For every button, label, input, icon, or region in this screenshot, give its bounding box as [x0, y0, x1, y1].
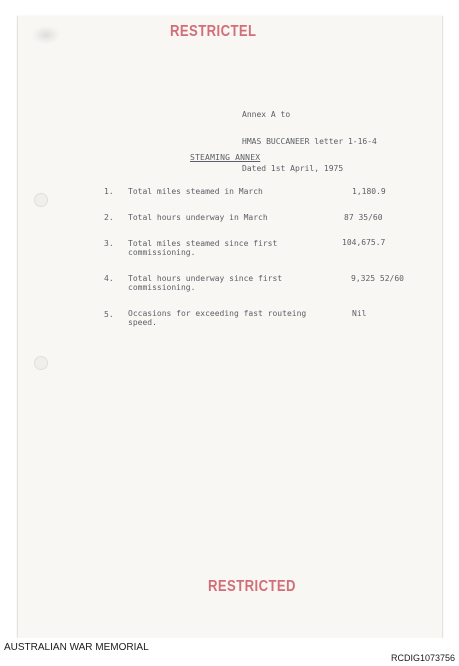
item-number: 5. [104, 310, 114, 319]
item-number: 2. [104, 213, 114, 222]
paper-smudge [32, 26, 60, 44]
annex-header [242, 92, 377, 191]
restricted-stamp-bottom: RESTRICTED [208, 578, 296, 595]
annex-line: HMAS BUCCANEER letter 1-16-4 [242, 137, 377, 146]
item-value: Nil [352, 309, 367, 318]
item-text: Total hours underway in March [128, 213, 268, 222]
punch-hole [34, 193, 48, 207]
item-text: Total miles steamed since first commissioning. [128, 239, 278, 257]
document-heading: STEAMING ANNEX [190, 153, 261, 162]
record-id: RCDIG1073756 [390, 653, 455, 663]
punch-hole [34, 356, 48, 370]
item-value: 9,325 52/60 [351, 274, 404, 283]
item-number: 3. [104, 239, 114, 248]
restricted-stamp-top: RESTRICTEL [170, 23, 257, 40]
annex-line: Annex A to [242, 110, 291, 119]
item-text: Occasions for exceeding fast routeing speed. [128, 309, 307, 327]
item-text: Total hours underway since first commissioning. [128, 274, 283, 292]
archive-footer [0, 638, 459, 666]
item-value: 1,180.9 [352, 187, 386, 196]
item-text: Total miles steamed in March [128, 187, 263, 196]
item-value: 104,675.7 [342, 238, 386, 247]
item-value: 87 35/60 [344, 213, 383, 222]
item-number: 4. [104, 274, 114, 283]
document-page [17, 16, 443, 638]
archive-name: AUSTRALIAN WAR MEMORIAL [4, 642, 149, 653]
item-number: 1. [104, 187, 114, 196]
annex-line: Dated 1st April, 1975 [242, 164, 344, 173]
